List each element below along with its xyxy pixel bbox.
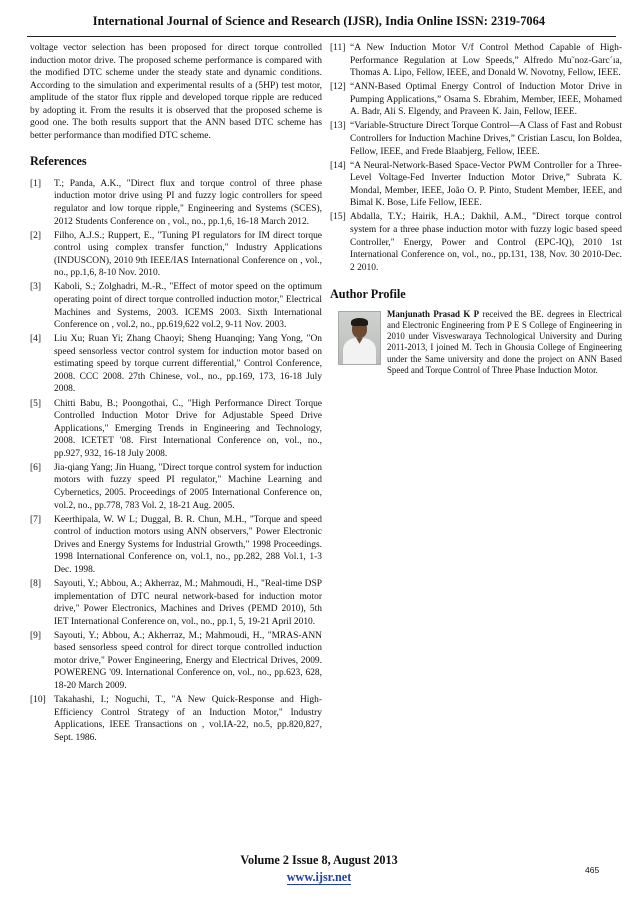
reference-text: Kaboli, S.; Zolghadri, M.-R., "Effect of motor speed on the optimum operating point of direct torque controlled induction motor," Electrical Machines and Systems, 2003. ICEMS 2003. Sixth International Conference on , vol.2, no., pp.619,622 vol.2, 9-11 Nov. 2003. <box>54 282 322 331</box>
reference-item <box>30 578 322 628</box>
reference-item <box>30 281 322 331</box>
reference-text: Jia-qiang Yang; Jin Huang, "Direct torque control system for induction motors with fuzzy speed PI regulator," Machine Learning and Cybernetics, 2005. Proceedings of 2005 International Conference on, vol.2, no., pp.778, 783 Vol. 2, 18-21 Aug. 2005. <box>54 462 322 511</box>
reference-text: “A New Induction Motor V/f Control Method Capable of High-Performance Regulation at Low Speeds,” Alfredo Mu˜noz-Garc´ıa, Thomas A. Lipo, Fellow, IEEE, and Donald W. Novotny, Fellow, IEEE. <box>350 43 622 79</box>
reference-text: Keerthipala, W. W L; Duggal, B. R. Chun, M.H., "Torque and speed control of induction motors using ANN observers," Power Electronic Drives and Energy Systems for Industrial Growth," 1998 Proceedings. 1998 International Conference on, vol.1, no., pp.282, 288 Vol.1, 1-3 Dec. 1998. <box>54 514 322 575</box>
reference-text: “ANN-Based Optimal Energy Control of Induction Motor Drive in Pumping Applications,” Osama S. Ebrahim, Member, IEEE, Mohamed A. Badr, Ali S. Elgendy, and Praveen K. Jain, Fellow, IEEE. <box>350 82 622 118</box>
reference-item <box>30 333 322 396</box>
reference-text: Liu Xu; Ruan Yi; Zhang Chaoyi; Sheng Huanqing; Yang Yong, "On speed sensorless vector control system for induction motor based on estimating speed by torque current differential," Control Conference, 2008. CCC 2008. 27th Chinese, vol., no., pp.169, 173, 16-18 July 2008. <box>54 334 322 395</box>
reference-number: [15] <box>330 212 346 223</box>
left-column <box>30 42 322 746</box>
author-bio-text: received the BE. degrees in Electrical and Electronic Engineering from P E S College of Engineering in 2010 under Visveswaraya Technological University and During 2011-2013, I joined M. Tech in Ghousia College of Engineering under the Same university and done the project on ANN Based Speed and Torque Control of Three Phase Induction Motor. <box>387 308 622 375</box>
footer-volume: Volume 2 Issue 8, August 2013 <box>240 853 398 867</box>
reference-number: [11] <box>330 43 346 53</box>
reference-number: [3] <box>30 282 42 293</box>
right-column <box>330 42 622 376</box>
reference-item <box>30 230 322 280</box>
author-name: Manjunath Prasad K P <box>387 308 480 319</box>
reference-number: [2] <box>30 230 42 241</box>
page-number: 465 <box>585 865 600 875</box>
reference-text: Sayouti, Y.; Abbou, A.; Akherraz, M.; Mahmoudi, H., "Real-time DSP implementation of DTC neural network-based for induction motor drive," Power Electronics, Machines and Drives (PEMD 2010), 5th IET International Conference on, vol., no., pp.1, 5, 19-21 April 2010. <box>54 579 322 627</box>
reference-item <box>30 398 322 461</box>
intro-paragraph-block <box>30 42 322 142</box>
reference-text: Filho, A.J.S.; Ruppert, E., "Tuning PI regulators for IM direct torque control using complex transfer function," Industry Applications (INDUSCON), 2010 9th IEEE/IAS International Conference on , vol., no., pp.1,6, 8-10 Nov. 2010. <box>54 230 322 279</box>
references-heading: References <box>30 154 87 169</box>
reference-text: Chitti Babu, B.; Poongothai, C., "High Performance Direct Torque Controlled Induction Motor Drive for Adjustable Speed Drive Applications," Emerging Trends in Engineering and Technology, 2008. ICETET '08. First International Conference on, vol., no., pp.927, 932, 16-18 July 2008. <box>54 398 322 459</box>
reference-text: Takahashi, I.; Noguchi, T., "A New Quick-Response and High-Efficiency Control Strategy of an Induction Motor," Industry Applications, IEEE Transactions on , vol.IA-22, no.5, pp.820,827, Sept. 1986. <box>54 695 322 743</box>
reference-text: “Variable-Structure Direct Torque Control—A Class of Fast and Robust Controllers for Induction Machine Drives,” Cristian Lascu, Ion Boldea, Fellow, IEEE, and Frede Blaabjerg, Fellow, IEEE. <box>350 121 622 157</box>
reference-number: [1] <box>30 178 42 189</box>
reference-number: [7] <box>30 514 42 525</box>
reference-number: [4] <box>30 334 42 345</box>
reference-item <box>30 694 322 744</box>
reference-number: [6] <box>30 462 42 473</box>
reference-item <box>330 160 622 210</box>
reference-number: [5] <box>30 398 42 409</box>
author-photo <box>338 311 381 365</box>
footer-url-link[interactable]: www.ijsr.net <box>286 870 352 884</box>
reference-item <box>330 211 622 274</box>
references-list-right <box>330 42 622 274</box>
reference-number: [13] <box>330 121 346 132</box>
intro-paragraph: voltage vector selection has been proposed for direct torque controlled induction motor drive. The proposed scheme performance is compared with the modified DTC scheme under the steady state and dynamic conditions. According to the simulation and experimental results of a (5HP) test motor, amplitude of the stator flux ripple and developed torque ripple are reduced by adopting it. From the results it is observed that the proposed scheme is good one. The both results support that the ANN based DTC scheme has better performance than modified DTC scheme. <box>30 43 322 141</box>
reference-item <box>330 81 622 119</box>
reference-text: “A Neural-Network-Based Space-Vector PWM Controller for a Three-Level Voltage-Fed Inverter Induction Motor Drive,” Subrata K. Mondal, Member, IEEE, João O. P. Pinto, Student Member, IEEE, and Bimal K. Bose, Life Fellow, IEEE. <box>350 160 622 209</box>
reference-number: [12] <box>330 82 346 93</box>
reference-text: Abdalla, T.Y.; Hairik, H.A.; Dakhil, A.M., "Direct torque control system for a three phase induction motor with fuzzy logic based speed Controller," Energy, Power and Control (EPC-IQ), 2010 1st International Conference on, vol., no., pp.131, 138, Nov. 30 2010-Dec. 2 2010. <box>350 212 622 273</box>
reference-text: T.; Panda, A.K., "Direct flux and torque control of three phase induction motor drive using PI and fuzzy logic controllers for speed regulator and low torque ripple," Engineering and Systems (SCES), 2012 Students Conference on , vol., no., pp.1,6, 16-18 March 2012. <box>54 178 322 227</box>
header-divider <box>27 36 616 37</box>
reference-item <box>30 514 322 577</box>
reference-number: [8] <box>30 579 42 590</box>
reference-number: [10] <box>30 695 46 706</box>
reference-item <box>330 120 622 158</box>
author-profile <box>330 309 622 376</box>
reference-number: [14] <box>330 160 346 171</box>
reference-number: [9] <box>30 630 42 641</box>
references-list-left <box>30 178 322 744</box>
reference-item <box>30 178 322 228</box>
footer-url-block <box>0 870 638 885</box>
author-profile-heading: Author Profile <box>330 287 406 302</box>
reference-item <box>30 630 322 693</box>
reference-item <box>330 42 622 80</box>
journal-header: International Journal of Science and Research (IJSR), India Online ISSN: 2319-7064 <box>92 14 546 28</box>
reference-item <box>30 462 322 512</box>
reference-text: Sayouti, Y.; Abbou, A.; Akherraz, M.; Mahmoudi, H., "MRAS-ANN based sensorless speed control for direct torque controlled induction motor drive," Power Engineering, Energy and Electrical Drives, 2009. POWERENG '09. International Conference on, vol., no., pp.623, 628, 18-20 March 2009. <box>54 630 322 691</box>
